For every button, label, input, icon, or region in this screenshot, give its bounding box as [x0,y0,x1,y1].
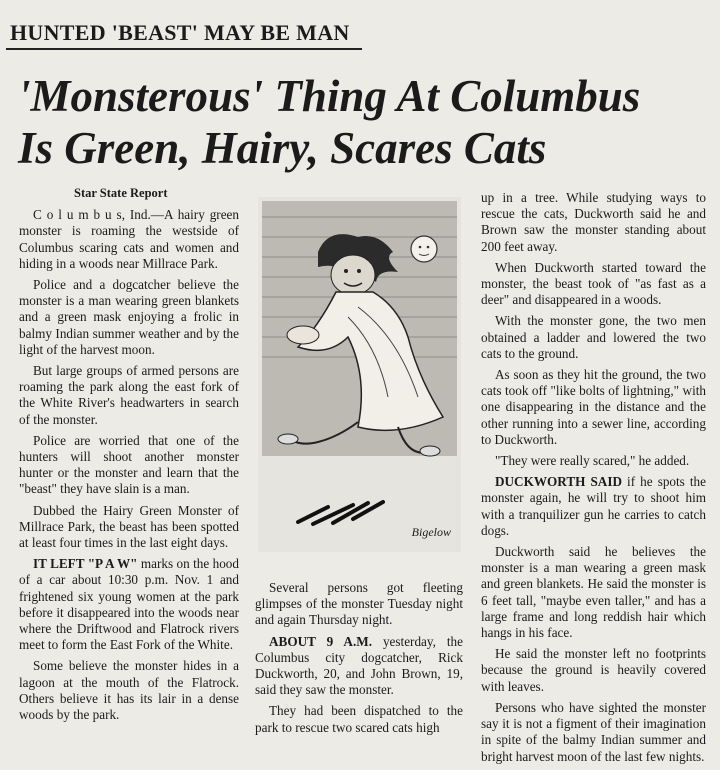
paragraph-text: Police are worried that one of the hunters will shoot another monster hunter or the monster and learn that the "beast" they have slain is a man. [19,432,239,497]
article-paragraph [19,433,239,498]
paragraph-text: Several persons got fleeting glimpses of the monster Tuesday night and again Thursday night. [255,580,463,628]
article-column-2 [255,580,463,741]
article-paragraph [481,474,706,539]
paragraph-text: marks on the hood of a car about 10:30 p.m. Nov. 1 and frightened six young women at the park before it disappeared into the woods near where the Driftwood and Flatrock rivers meet to form the East Fork of the White. [19,556,239,653]
article-column-1 [19,185,239,728]
article-paragraph [481,544,706,641]
paragraph-text: As soon as they hit the ground, the two cats took off "like bolts of lightning," with one disappearing in the distance and the other running into a sewer line, according to Duckworth. [481,367,706,447]
paragraph-text: Police and a dogcatcher believe the monster is a man wearing green blankets and a green mask enjoying a frolic in balmy Indian summer weather and by the light of the harvest moon. [19,277,239,357]
article-paragraph [481,367,706,448]
article-paragraph [19,658,239,723]
paragraph-text: Duckworth said he believes the monster is a man wearing a green mask and green blankets. He said the monster is 6 feet tall, "maybe even taller," and has a large frame and long reddish hair which hangs in his face. [481,544,706,641]
paragraph-text: Persons who have sighted the monster say it is not a figment of their imagination in spite of the balmy Indian summer and bright harvest moon of the last few nights. [481,699,706,764]
headline-line-1: 'Monsterous' Thing At Columbus [18,71,641,121]
headline [18,70,718,174]
paragraph-lead-in: DUCKWORTH SAID [495,474,622,490]
monster-illustration [258,197,461,552]
paragraph-text: if he spots the monster again, he will try to shoot him with a tranquilizer gun he carries to catch dogs. [481,474,707,538]
article-paragraph [255,634,463,699]
section-kicker: HUNTED 'BEAST' MAY BE MAN [6,20,362,50]
paragraph-text: yesterday, the Columbus city dogcatcher, Rick Duckworth, 20, and John Brown, 19, said they saw the monster. [255,633,463,698]
headline-line-2: Is Green, Hairy, Scares Cats [18,123,547,173]
article-paragraph [19,503,239,552]
article-paragraph [481,313,706,362]
column-1-paragraphs [19,207,239,723]
paragraph-text: When Duckworth started toward the monster, the beast took of "as fast as a deer" and disappeared in a woods. [481,259,706,308]
article-column-3 [481,190,706,770]
article-paragraph [19,363,239,428]
article-paragraph [481,646,706,695]
paragraph-text: up in a tree. While studying ways to rescue the cats, Duckworth said he and Brown saw the monster standing about 200 feet away. [481,190,706,254]
monster-drawing [258,197,461,552]
paragraph-lead-in: ABOUT 9 A.M. [269,633,372,649]
paragraph-text: With the monster gone, the two men obtained a ladder and lowered the two cats to the ground. [481,313,706,361]
paragraph-text: He said the monster left no footprints because the ground is heavily covered with leaves. [481,646,706,694]
article-paragraph [19,207,239,272]
paragraph-text: C o l u m b u s, Ind.—A hairy green monster is roaming the westside of Columbus scaring cats and women and hiding in a woods near Millrace Park. [19,207,239,271]
article-paragraph [481,260,706,309]
paragraph-text: They had been dispatched to the park to rescue two scared cats high [255,703,463,735]
article-paragraph [481,453,706,469]
paragraph-lead-in: IT LEFT "P A W" [33,556,138,572]
article-paragraph [19,556,239,653]
article-paragraph [255,703,463,735]
paragraph-text: Dubbed the Hairy Green Monster of Millrace Park, the beast has been spotted at least four times in the last eight days. [19,502,239,551]
moon-shape [411,236,437,262]
article-paragraph [481,700,706,765]
paragraph-text: Some believe the monster hides in a lagoon at the mouth of the Flatrock. Others believe it has its lair in a dense woods by the park. [19,658,239,723]
byline: Star State Report [74,186,168,200]
paragraph-text: "They were really scared," he added. [495,453,690,469]
article-paragraph [255,580,463,629]
article-paragraph [481,190,706,255]
article-paragraph [19,277,239,358]
artist-signature: Bigelow [411,525,451,539]
paragraph-text: But large groups of armed persons are roaming the park along the east fork of the White River's headwarters in search of the monster. [19,363,239,427]
